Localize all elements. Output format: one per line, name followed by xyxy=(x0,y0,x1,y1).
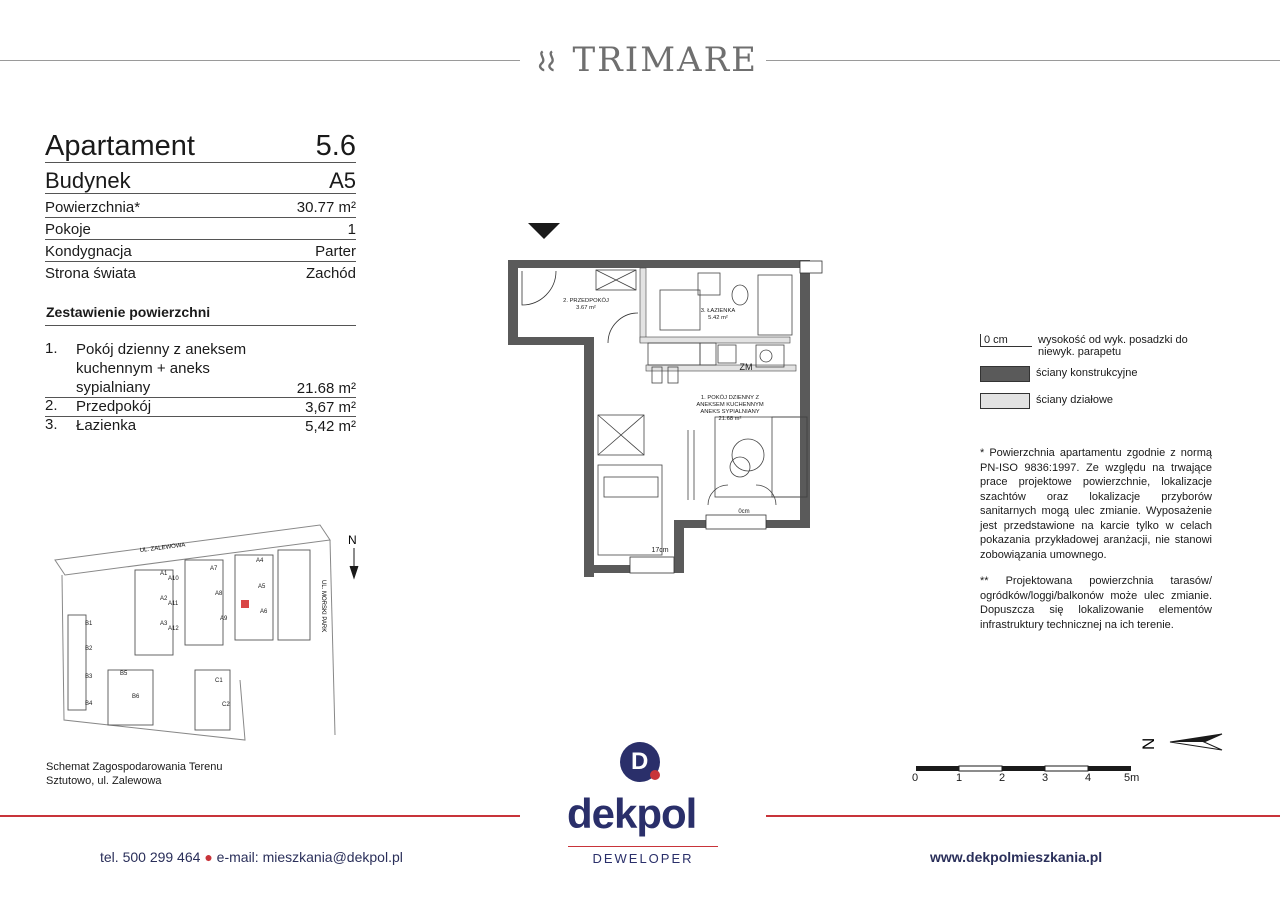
dekpol-logo-mark xyxy=(620,742,660,782)
legend-structural xyxy=(980,366,1138,382)
scale-tick-label: 2 xyxy=(999,772,1006,784)
header-rule-left xyxy=(0,60,520,61)
floor-plan xyxy=(500,215,840,585)
area-num: 1. xyxy=(45,340,58,357)
area-label: Łazienka xyxy=(76,417,137,434)
detail-label: Pokoje xyxy=(45,221,91,238)
hall-door xyxy=(608,313,638,343)
contact-phone[interactable]: tel. 500 299 464 xyxy=(100,849,201,865)
site-north-label: N xyxy=(348,533,357,547)
scale-tick-label: 5m xyxy=(1124,772,1140,784)
building-label: A8 xyxy=(215,591,223,597)
scale-bar xyxy=(912,730,1232,775)
brand-name: TRIMARE xyxy=(572,40,758,80)
developer-sub: DEWELOPER xyxy=(592,851,694,866)
detail-label: Kondygnacja xyxy=(45,243,132,260)
building-label: A6 xyxy=(260,609,268,615)
building-label: B1 xyxy=(85,621,93,627)
header-rule-right xyxy=(766,60,1280,61)
building-label: B5 xyxy=(120,671,128,677)
area-value: 5,42 m² xyxy=(305,418,356,435)
height-code-text: 0 cm xyxy=(984,334,1008,346)
room1-label-line3: ANEKS SYPIALNIANY xyxy=(700,409,760,415)
caption-line2: Sztutowo, ul. Zalewowa xyxy=(46,775,162,787)
detail-label: Strona świata xyxy=(45,265,136,282)
zm-label: ZM xyxy=(739,362,753,372)
height-code xyxy=(980,334,1032,347)
scale-tick-label: 4 xyxy=(1085,772,1092,784)
building-label: A1 xyxy=(160,571,168,577)
detail-row xyxy=(45,264,356,283)
room2-label: 2. PRZEDPOKÓJ xyxy=(563,298,609,304)
detail-value: Zachód xyxy=(305,265,356,282)
building-label: A10 xyxy=(168,576,179,582)
scale-tick-label: 3 xyxy=(1042,772,1049,784)
detail-value: Parter xyxy=(315,243,356,260)
legend-partition xyxy=(980,393,1113,409)
height-mark-1: 0cm xyxy=(738,509,750,515)
trimare-wave-icon xyxy=(538,43,565,77)
building-label: A5 xyxy=(258,584,266,590)
height-text: wysokość od wyk. posadzki do niewyk. parapetu xyxy=(1038,334,1188,358)
note-terrace: ** Projektowana powierzchnia tarasów/ ogródków/loggi/balkonów może ulec zmianie. Dopuszcza się lokalizowanie elementów infrastruktury technicznej na ich terenie. xyxy=(980,575,1212,631)
footer-rule-left xyxy=(0,815,520,817)
entrance-arrow-icon xyxy=(528,223,560,239)
street-top-label: UL. ZALEWOWA xyxy=(139,542,186,554)
structural-walls xyxy=(508,260,810,577)
building-value: A5 xyxy=(329,168,356,193)
trimare-logo xyxy=(538,38,758,82)
area-value: 21.68 m² xyxy=(296,380,356,397)
dekpol-logo-dot-icon xyxy=(650,770,660,780)
highlighted-apartment xyxy=(241,600,249,608)
developer-name: dekpol xyxy=(567,790,697,837)
scale-tick-label: 0 xyxy=(912,772,919,784)
building-label: A12 xyxy=(168,626,179,632)
detail-row xyxy=(45,220,356,240)
areas-title: Zestawienie powierzchni xyxy=(46,304,211,320)
area-item xyxy=(45,340,356,398)
contact-info xyxy=(100,849,403,865)
building-label: A3 xyxy=(160,621,168,627)
detail-label: Powierzchnia* xyxy=(45,199,141,216)
building-label: C1 xyxy=(215,678,223,684)
area-label: Przedpokój xyxy=(76,398,152,415)
room3-label: 3. ŁAZIENKA xyxy=(700,308,736,314)
area-value: 3,67 m² xyxy=(305,399,356,416)
apartment-title-row xyxy=(45,130,356,163)
notes xyxy=(980,446,1212,644)
room1-label-line2: ANEKSEM KUCHENNYM xyxy=(696,402,764,408)
building-label: Budynek xyxy=(45,168,131,193)
apartment-label: Apartament xyxy=(45,130,195,162)
building-label: C2 xyxy=(222,702,230,708)
building-label: A4 xyxy=(256,558,264,564)
dekpol-logo-letter: D xyxy=(631,748,649,775)
site-plan xyxy=(50,520,380,745)
site-plan-caption xyxy=(46,760,223,788)
detail-value: 30.77 m² xyxy=(296,199,356,216)
entry-door xyxy=(522,271,556,305)
note-area: * Powierzchnia apartamentu zgodnie z normą PN-ISO 9836:1997. Ze względu na trwające prace projektowe powierzchnie, lokalizacje szachtów oraz lokalizacje przyborów sanitarnych mogą ulec zmianie. Wyposażenie jest przedstawione na karcie tylko w celach pokazania przykładowej aranżacji, nie stanowi zobowiązania umownego. xyxy=(980,447,1212,561)
area-item xyxy=(45,416,356,435)
structural-swatch xyxy=(980,366,1030,382)
building-label: A2 xyxy=(160,596,168,602)
building-label: B6 xyxy=(132,694,140,700)
building-label: A9 xyxy=(220,616,228,622)
room1-label-line1: 1. POKÓJ DZIENNY Z xyxy=(700,395,760,401)
area-item xyxy=(45,397,356,417)
contact-email[interactable]: e-mail: mieszkania@dekpol.pl xyxy=(216,849,403,865)
contact-separator-icon: ● xyxy=(204,849,213,865)
building-label: B4 xyxy=(85,701,93,707)
detail-value: 1 xyxy=(347,221,356,238)
room3-area: 5.42 m² xyxy=(708,315,728,321)
area-num: 3. xyxy=(45,416,58,433)
detail-row xyxy=(45,198,356,218)
building-label: B2 xyxy=(85,646,93,652)
scale-north-label: N xyxy=(1139,737,1158,750)
building-label: B3 xyxy=(85,674,93,680)
height-mark-2: 17cm xyxy=(651,547,669,554)
partition-swatch xyxy=(980,393,1030,409)
site-north-arrow-icon xyxy=(350,548,358,578)
areas-title-rule xyxy=(45,325,356,326)
caption-line1: Schemat Zagospodarowania Terenu xyxy=(46,761,223,773)
developer-rule xyxy=(568,846,718,847)
building-label: A7 xyxy=(210,566,218,572)
room2-area: 3.67 m² xyxy=(576,305,596,311)
legend-height xyxy=(980,334,1188,358)
area-label: Pokój dzienny z aneksem kuchennym + aneks sypialniany xyxy=(76,341,247,396)
apartment-number: 5.6 xyxy=(315,130,356,162)
detail-row xyxy=(45,242,356,262)
footer-rule-right xyxy=(766,815,1280,817)
partition-label: ściany działowe xyxy=(1036,394,1114,406)
site-buildings xyxy=(68,550,310,730)
area-num: 2. xyxy=(45,397,58,414)
street-right-label: UL. MORSKI PARK xyxy=(320,580,326,633)
website-link[interactable]: www.dekpolmieszkania.pl xyxy=(930,849,1103,865)
room1-area: 21.68 m² xyxy=(718,416,742,422)
scale-tick-label: 1 xyxy=(956,772,963,784)
building-row xyxy=(45,168,356,194)
structural-label: ściany konstrukcyjne xyxy=(1036,367,1138,379)
building-label: A11 xyxy=(168,601,179,607)
